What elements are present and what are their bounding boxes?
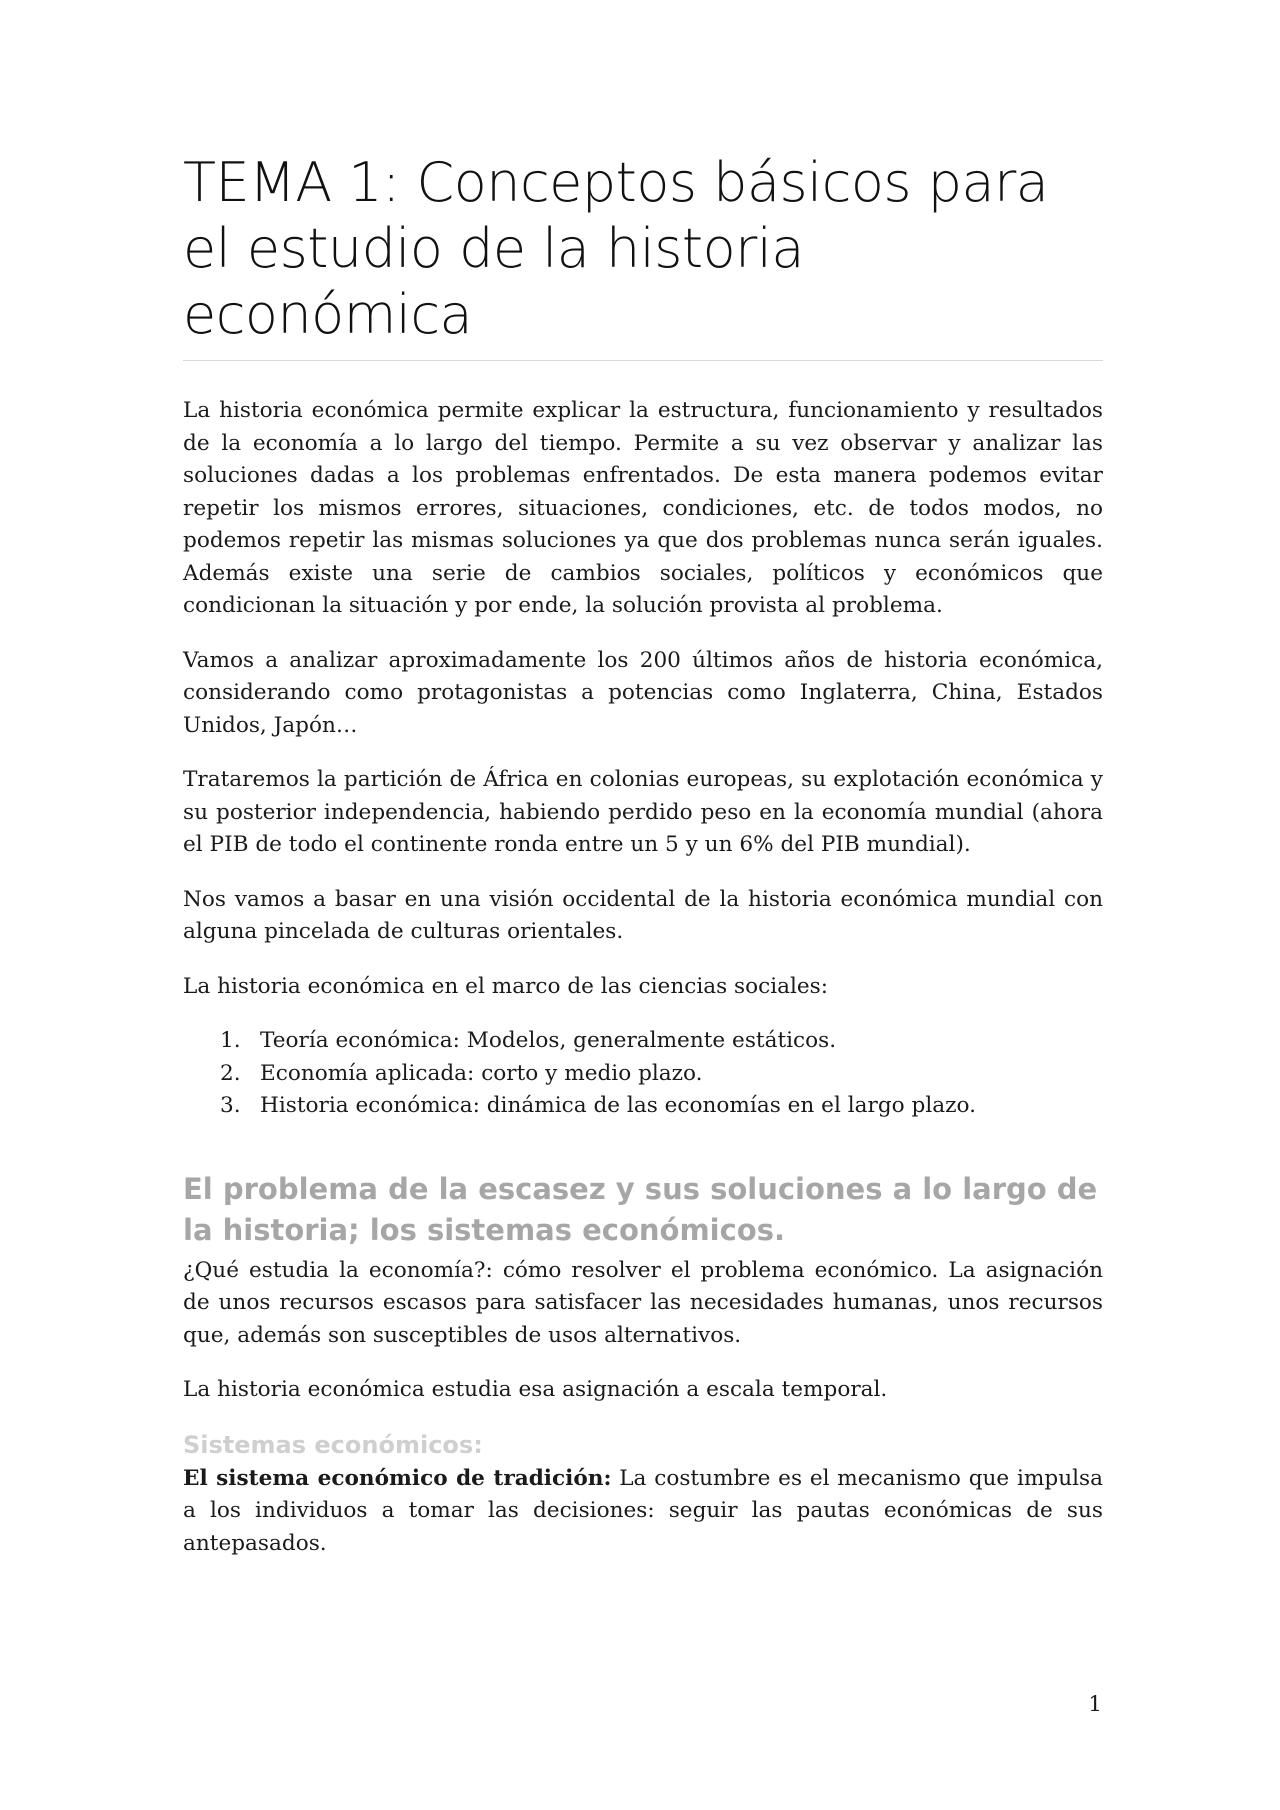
intro-paragraph-1: La historia económica permite explicar la estructura, funcionamiento y resultados de la economía a lo largo del tiempo. Permite a su vez observar y analizar las soluciones dadas a los problemas enfrentados. De esta manera podemos evitar repetir los mismos errores, situaciones, condiciones, etc. de todos modos, no podemos repetir las mismas soluciones ya que dos problemas nunca serán iguales. Además existe una serie de cambios sociales, políticos y económicos que condicionan la situación y por ende, la solución provista al problema. (183, 398, 1103, 618)
social-sciences-list (183, 1025, 1103, 1123)
list-item-text: Economía aplicada: corto y medio plazo. (260, 1060, 703, 1086)
subsection-text: La costumbre es el mecanismo que impulsa a los individuos a tomar las decisiones: seguir las pautas económicas de sus antepasados. (183, 1465, 1103, 1556)
section-paragraph-2: La historia económica estudia esa asignación a escala temporal. (183, 1377, 888, 1402)
intro-paragraph-2: Vamos a analizar aproximadamente los 200 últimos años de historia económica, considerando como protagonistas a potencias como Inglaterra, China, Estados Unidos, Japón… (183, 647, 1103, 738)
subsection-paragraph (183, 1463, 1103, 1561)
list-item (183, 1025, 1103, 1058)
intro-paragraph-4: Nos vamos a basar en una visión occidental de la historia económica mundial con alguna pincelada de culturas orientales. (183, 886, 1103, 944)
bold-lead: El sistema económico de tradición: (183, 1465, 612, 1491)
subsection-heading: Sistemas económicos: (183, 1430, 483, 1459)
list-item-number: 2. (220, 1060, 241, 1086)
document-page (183, 150, 1103, 1582)
list-item (183, 1058, 1103, 1091)
list-item-text: Teoría económica: Modelos, generalmente estáticos. (260, 1028, 837, 1053)
list-item-number: 3. (220, 1093, 241, 1118)
title-divider (183, 360, 1103, 361)
section-paragraph-1: ¿Qué estudia la economía?: cómo resolver el problema económico. La asignación de unos recursos escasos para satisfacer las necesidades humanas, unos recursos que, además son susceptibles de usos alternativos. (183, 1257, 1103, 1348)
intro-paragraph-5: La historia económica en el marco de las ciencias sociales: (183, 973, 829, 999)
section-heading: El problema de la escasez y sus soluciones a lo largo de la historia; los sistemas económicos. (183, 1171, 1098, 1247)
list-item-text: Historia económica: dinámica de las economías en el largo plazo. (260, 1093, 976, 1118)
list-item (183, 1090, 1103, 1123)
list-item-number: 1. (220, 1028, 241, 1053)
page-number: 1 (1088, 1692, 1102, 1717)
intro-paragraph-3: Trataremos la partición de África en colonias europeas, su explotación económica y su posterior independencia, habiendo perdido peso en la economía mundial (ahora el PIB de todo el continente ronda entre un 5 y un 6% del PIB mundial). (183, 767, 1103, 857)
document-title: TEMA 1: Conceptos básicos para el estudio de la historia económica (183, 151, 1049, 346)
